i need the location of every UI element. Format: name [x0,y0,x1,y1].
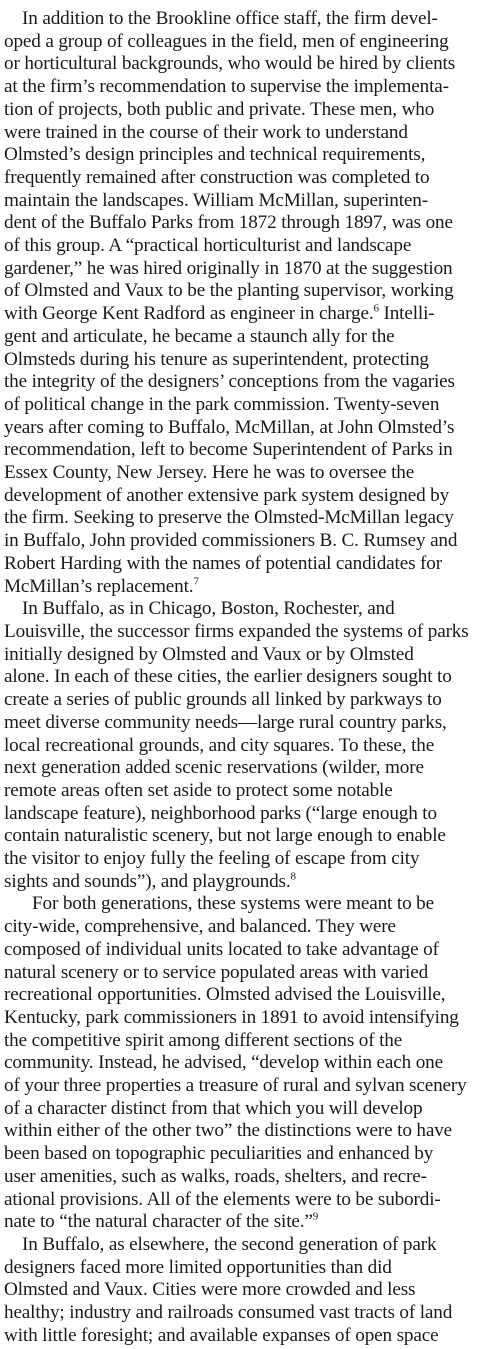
text-line: natural scenery or to service populated areas with varied [4,961,429,983]
text-line: were trained in the course of their work to understand [4,121,408,143]
text-line: of Olmsted and Vaux to be the planting supervisor, working [4,280,454,302]
text-line: ational provisions. All of the elements were to be subordi- [4,1188,441,1210]
text-line: dent of the Buffalo Parks from 1872 through 1897, was one [4,212,453,234]
text-line: user amenities, such as walks, roads, shelters, and recre- [4,1165,427,1187]
text-line: meet diverse community needs—large rural country parks, [4,711,447,733]
text-line: alone. In each of these cities, the earlier designers sought to [4,666,452,688]
text-line: the competitive spirit among different sections of the [4,1029,403,1051]
text-line: Robert Harding with the names of potential candidates for [4,552,442,574]
text-line: in Buffalo, John provided commissioners B. C. Rumsey and [4,530,458,552]
text-line: years after coming to Buffalo, McMillan, at John Olmsted’s [4,416,455,438]
text-line: or horticultural backgrounds, who would be hired by clients [4,53,456,75]
text-line: recreational opportunities. Olmsted advised the Louisville, [4,984,446,1006]
text-line: healthy; industry and railroads consumed vast tracts of land [4,1302,453,1324]
text-line: maintain the landscapes. William McMillan, superinten- [4,189,428,211]
text-line: Olmsteds during his tenure as superintendent, protecting [4,348,429,370]
text-line: composed of individual units located to take advantage of [4,938,439,960]
text-line: In Buffalo, as elsewhere, the second generation of park [22,1233,437,1255]
text-line: within either of the other two” the distinctions were to have [4,1120,453,1142]
text-line: Louisville, the successor firms expanded the systems of parks [4,620,469,642]
text-line: at the firm’s recommendation to supervise the implementa- [4,76,449,98]
text-line: nate to “the natural character of the site.”$^9$ [4,1211,319,1233]
text-line: gardener,” he was hired originally in 1870 at the suggestion [4,257,453,279]
text-line: initially designed by Olmsted and Vaux or by Olmsted [4,643,414,665]
paragraph [4,1234,498,1348]
text-line: In addition to the Brookline office staff, the firm devel- [22,8,438,29]
footnote-marker: 8 [290,870,296,883]
paragraph [4,8,498,598]
text-line: contain naturalistic scenery, but not large enough to enable [4,825,446,847]
text-line: of your three properties a treasure of rural and sylvan scenery [4,1075,467,1097]
paragraph [4,893,498,1234]
text-line: of political change in the park commission. Twenty-seven [4,393,440,415]
paragraph [4,598,498,893]
text-line: gent and articulate, he became a staunch ally for the [4,325,395,347]
text-line: In Buffalo, as in Chicago, Boston, Rochester, and [22,598,395,620]
footnote-marker: 6 [373,303,379,315]
text-line: next generation added scenic reservations (wilder, more [4,757,424,779]
text-line: designers faced more limited opportunities than did [4,1256,392,1278]
text-line: Olmsted’s design principles and technical requirements, [4,144,426,166]
text-line: For both generations, these systems were meant to be [32,893,434,915]
text-line: been based on topographic peculiarities and enhanced by [4,1143,434,1165]
text-line: Essex County, New Jersey. Here he was to oversee the [4,462,415,484]
text-line: local recreational grounds, and city squares. To these, the [4,734,435,756]
text-line: the integrity of the designers’ conceptions from the vagaries [4,371,455,393]
text-line: create a series of public grounds all linked by parkways to [4,689,442,711]
text-line: with little foresight; and available expanses of open space [4,1324,439,1346]
text-line: the visitor to enjoy fully the feeling of escape from city [4,848,420,870]
text-line: of a character distinct from that which you will develop [4,1097,423,1119]
text-line: the firm. Seeking to preserve the Olmsted-McMillan legacy [4,507,454,529]
text-line: city-wide, comprehensive, and balanced. They were [4,916,396,938]
text-line: oped a group of colleagues in the field, men of engineering [4,30,449,52]
text-line: tion of projects, both public and private. These men, who [4,98,435,120]
text-line: remote areas often set aside to protect some notable [4,779,393,801]
footnote-marker: 7 [193,575,199,588]
text-line: McMillan’s replacement.$^7$ [4,575,199,597]
text-line: frequently remained after construction was completed to [4,166,430,188]
text-line: Olmsted and Vaux. Cities were more crowded and less [4,1279,416,1301]
text-line: sights and sounds”), and playgrounds.$^8$ [4,870,296,892]
footnote-marker: 9 [312,1211,319,1223]
text-line: of this group. A “practical horticulturist and landscape [4,235,412,257]
text-line: recommendation, left to become Superintendent of Parks in [4,439,453,461]
text-line: Kentucky, park commissioners in 1891 to avoid intensifying [4,1006,459,1028]
text-line: development of another extensive park system designed by [4,484,450,506]
text-line: community. Instead, he advised, “develop within each one [4,1052,443,1074]
text-line: with George Kent Radford as engineer in charge.$^6$ Intelli- [4,303,435,325]
text-line: landscape feature), neighborhood parks (“large enough to [4,802,437,824]
